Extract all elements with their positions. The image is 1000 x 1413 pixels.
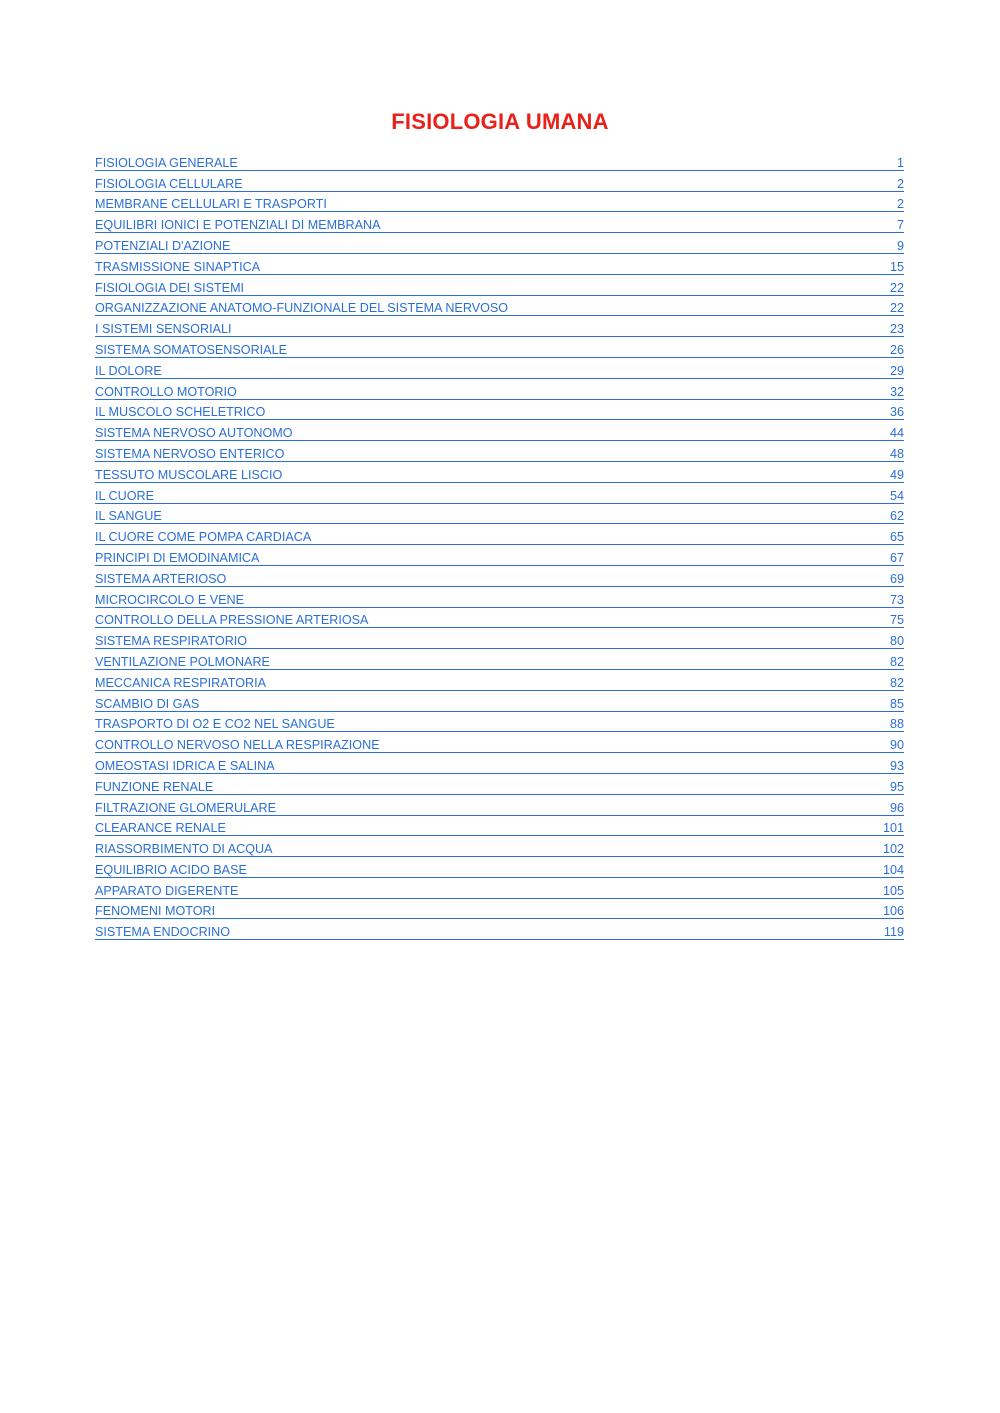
- toc-item: [95, 628, 904, 649]
- toc-page-number: 7: [896, 218, 904, 233]
- toc-label: SISTEMA ENDOCRINO: [95, 925, 231, 940]
- toc-item: [95, 483, 904, 504]
- toc-label: FISIOLOGIA GENERALE: [95, 155, 238, 170]
- toc-link[interactable]: [95, 212, 904, 233]
- toc-label: MECCANICA RESPIRATORIA: [95, 675, 266, 690]
- toc-label: SCAMBIO DI GAS: [95, 696, 200, 711]
- toc-link[interactable]: [95, 316, 904, 337]
- toc-page-number: 105: [882, 883, 904, 898]
- toc-item: [95, 337, 904, 358]
- toc-label: PRINCIPI DI EMODINAMICA: [95, 550, 260, 565]
- toc-page-number: 29: [889, 363, 904, 378]
- toc-label: CLEARANCE RENALE: [95, 821, 226, 836]
- toc-page-number: 67: [889, 550, 904, 565]
- toc-label: SISTEMA SOMATOSENSORIALE: [95, 342, 287, 357]
- toc-link[interactable]: [95, 608, 904, 629]
- toc-link[interactable]: [95, 171, 904, 192]
- toc-page-number: 9: [896, 238, 904, 253]
- toc-label: RIASSORBIMENTO DI ACQUA: [95, 842, 273, 857]
- toc-item: [95, 171, 904, 192]
- toc-link[interactable]: [95, 857, 904, 878]
- toc-page-number: 65: [889, 530, 904, 545]
- toc-label: MEMBRANE CELLULARI E TRASPORTI: [95, 197, 327, 212]
- toc-link[interactable]: [95, 919, 904, 940]
- toc-link[interactable]: [95, 566, 904, 587]
- toc-item: [95, 857, 904, 878]
- toc-label: IL SANGUE: [95, 509, 162, 524]
- toc-link[interactable]: [95, 712, 904, 733]
- toc-link[interactable]: [95, 545, 904, 566]
- toc-label: SISTEMA NERVOSO ENTERICO: [95, 446, 285, 461]
- toc-page-number: 73: [889, 592, 904, 607]
- toc-item: [95, 774, 904, 795]
- toc-item: [95, 712, 904, 733]
- toc-page-number: 82: [889, 654, 904, 669]
- toc-link[interactable]: [95, 192, 904, 213]
- toc-label: SISTEMA RESPIRATORIO: [95, 634, 248, 649]
- toc-item: [95, 441, 904, 462]
- toc-link[interactable]: [95, 337, 904, 358]
- toc-label: IL MUSCOLO SCHELETRICO: [95, 405, 266, 420]
- toc-page-number: 88: [889, 717, 904, 732]
- toc-item: [95, 566, 904, 587]
- toc-link[interactable]: [95, 420, 904, 441]
- toc-page-number: 75: [889, 613, 904, 628]
- toc-link[interactable]: [95, 836, 904, 857]
- toc-link[interactable]: [95, 628, 904, 649]
- toc-label: POTENZIALI D'AZIONE: [95, 238, 231, 253]
- toc-item: [95, 795, 904, 816]
- toc-item: [95, 504, 904, 525]
- toc-link[interactable]: [95, 483, 904, 504]
- toc-label: TESSUTO MUSCOLARE LISCIO: [95, 467, 283, 482]
- toc-label: I SISTEMI SENSORIALI: [95, 322, 232, 337]
- toc-label: CONTROLLO NERVOSO NELLA RESPIRAZIONE: [95, 738, 380, 753]
- toc-page-number: 69: [889, 571, 904, 586]
- toc-link[interactable]: [95, 732, 904, 753]
- toc-link[interactable]: [95, 462, 904, 483]
- toc-page-number: 22: [889, 280, 904, 295]
- toc-item: [95, 275, 904, 296]
- toc-link[interactable]: [95, 816, 904, 837]
- toc-page-number: 96: [889, 800, 904, 815]
- toc-item: [95, 400, 904, 421]
- toc-item: [95, 899, 904, 920]
- toc-page-number: 85: [889, 696, 904, 711]
- toc-link[interactable]: [95, 795, 904, 816]
- toc-page-number: 48: [889, 446, 904, 461]
- toc-item: [95, 462, 904, 483]
- toc-label: EQUILIBRI IONICI E POTENZIALI DI MEMBRANA: [95, 218, 381, 233]
- toc-page-number: 49: [889, 467, 904, 482]
- toc-page-number: 44: [889, 426, 904, 441]
- toc-link[interactable]: [95, 441, 904, 462]
- toc-page-number: 26: [889, 342, 904, 357]
- toc-label: SISTEMA ARTERIOSO: [95, 571, 227, 586]
- toc-label: FISIOLOGIA DEI SISTEMI: [95, 280, 245, 295]
- toc-link[interactable]: [95, 774, 904, 795]
- toc-page-number: 23: [889, 322, 904, 337]
- toc-label: FENOMENI MOTORI: [95, 904, 216, 919]
- toc-label: IL DOLORE: [95, 363, 162, 378]
- toc-label: FUNZIONE RENALE: [95, 779, 214, 794]
- toc-item: [95, 732, 904, 753]
- toc-label: FISIOLOGIA CELLULARE: [95, 176, 243, 191]
- toc-page-number: 90: [889, 738, 904, 753]
- toc-label: CONTROLLO DELLA PRESSIONE ARTERIOSA: [95, 613, 369, 628]
- toc-page-number: 119: [883, 925, 904, 940]
- toc-link[interactable]: [95, 670, 904, 691]
- toc-label: SISTEMA NERVOSO AUTONOMO: [95, 426, 293, 441]
- toc-item: [95, 358, 904, 379]
- toc-link[interactable]: [95, 878, 904, 899]
- toc-item: [95, 192, 904, 213]
- toc-item: [95, 212, 904, 233]
- toc-page-number: 36: [889, 405, 904, 420]
- toc-page-number: 1: [896, 155, 904, 170]
- toc-item: [95, 545, 904, 566]
- toc-label: IL CUORE: [95, 488, 155, 503]
- document-title: FISIOLOGIA UMANA: [391, 108, 609, 134]
- toc-page-number: 15: [889, 259, 904, 274]
- toc-item: [95, 587, 904, 608]
- toc-link[interactable]: [95, 150, 904, 171]
- toc-label: TRASMISSIONE SINAPTICA: [95, 259, 261, 274]
- toc-item: [95, 836, 904, 857]
- toc-label: APPARATO DIGERENTE: [95, 883, 239, 898]
- toc-page-number: 54: [889, 488, 904, 503]
- toc-item: [95, 878, 904, 899]
- toc-item: [95, 254, 904, 275]
- toc-link[interactable]: [95, 899, 904, 920]
- toc-item: [95, 816, 904, 837]
- toc-page-number: 106: [882, 904, 904, 919]
- toc-link[interactable]: [95, 275, 904, 296]
- toc-item: [95, 150, 904, 171]
- toc-item: [95, 233, 904, 254]
- toc-label: OMEOSTASI IDRICA E SALINA: [95, 758, 275, 773]
- toc-page-number: 62: [889, 509, 904, 524]
- toc-page-number: 80: [889, 634, 904, 649]
- table-of-contents: [95, 150, 904, 940]
- toc-page-number: 93: [889, 758, 904, 773]
- toc-link[interactable]: [95, 400, 904, 421]
- toc-link[interactable]: [95, 504, 904, 525]
- toc-item: [95, 420, 904, 441]
- toc-item: [95, 296, 904, 317]
- toc-item: [95, 524, 904, 545]
- toc-link[interactable]: [95, 296, 904, 317]
- toc-page-number: 101: [882, 821, 904, 836]
- toc-label: IL CUORE COME POMPA CARDIACA: [95, 530, 312, 545]
- toc-label: CONTROLLO MOTORIO: [95, 384, 237, 399]
- toc-page-number: 32: [889, 384, 904, 399]
- toc-label: EQUILIBRIO ACIDO BASE: [95, 862, 247, 877]
- toc-item: [95, 691, 904, 712]
- toc-label: TRASPORTO DI O2 E CO2 NEL SANGUE: [95, 717, 335, 732]
- toc-item: [95, 608, 904, 629]
- toc-link[interactable]: [95, 379, 904, 400]
- toc-link[interactable]: [95, 649, 904, 670]
- toc-label: FILTRAZIONE GLOMERULARE: [95, 800, 277, 815]
- toc-link[interactable]: [95, 524, 904, 545]
- toc-label: MICROCIRCOLO E VENE: [95, 592, 245, 607]
- toc-item: [95, 919, 904, 940]
- toc-link[interactable]: [95, 753, 904, 774]
- toc-item: [95, 753, 904, 774]
- toc-page-number: 22: [889, 301, 904, 316]
- toc-link[interactable]: [95, 691, 904, 712]
- toc-page-number: 104: [882, 862, 904, 877]
- toc-item: [95, 316, 904, 337]
- toc-page-number: 2: [896, 176, 904, 191]
- toc-link[interactable]: [95, 254, 904, 275]
- toc-item: [95, 379, 904, 400]
- toc-label: VENTILAZIONE POLMONARE: [95, 654, 270, 669]
- toc-page-number: 82: [889, 675, 904, 690]
- toc-label: ORGANIZZAZIONE ANATOMO-FUNZIONALE DEL SISTEMA NERVOSO: [95, 301, 509, 316]
- toc-page-number: 2: [896, 197, 904, 212]
- toc-link[interactable]: [95, 233, 904, 254]
- toc-item: [95, 649, 904, 670]
- toc-link[interactable]: [95, 358, 904, 379]
- toc-link[interactable]: [95, 587, 904, 608]
- toc-item: [95, 670, 904, 691]
- toc-page-number: 95: [889, 779, 904, 794]
- toc-page-number: 102: [882, 842, 904, 857]
